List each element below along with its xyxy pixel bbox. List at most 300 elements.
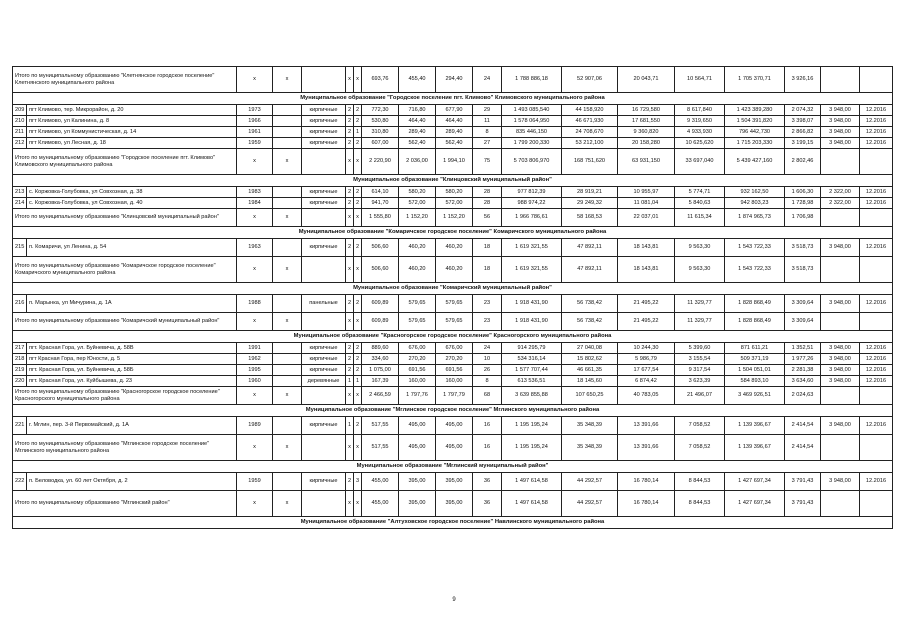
page-number: 9: [452, 597, 456, 603]
table-cell: 2: [346, 198, 354, 209]
table-cell: 3 948,00: [821, 295, 860, 313]
subtotal-label: Итого по муниципальному образованию "Красногорское городское поселение" Красногорского муниципального района: [13, 387, 237, 405]
table-cell: [273, 127, 302, 138]
table-cell: кирпичные: [302, 239, 346, 257]
table-cell: 3 155,54: [675, 354, 725, 365]
table-cell: 772,30: [362, 105, 399, 116]
table-cell: 3 948,00: [821, 376, 860, 387]
table-cell: 13 391,66: [618, 435, 675, 461]
table-cell: x: [354, 313, 362, 331]
table-cell: x: [346, 257, 354, 283]
table-cell: 20 158,280: [618, 138, 675, 149]
row-number: 220: [13, 376, 27, 387]
table-cell: [302, 313, 346, 331]
table-cell: 3 791,43: [785, 473, 821, 491]
table-cell: 3: [354, 473, 362, 491]
table-cell: [273, 138, 302, 149]
table-cell: x: [346, 313, 354, 331]
table-cell: 3 926,16: [785, 67, 821, 93]
table-cell: 2 466,59: [362, 387, 399, 405]
table-cell: x: [237, 209, 273, 227]
section-title: Муниципальное образование "Мглинский муниципальный район": [13, 461, 893, 473]
table-cell: 9 319,650: [675, 116, 725, 127]
address-cell: с. Коржовка-Голубовка, ул Совхозная, д. 40: [27, 198, 237, 209]
table-cell: x: [346, 67, 354, 93]
table-cell: кирпичные: [302, 138, 346, 149]
table-cell: x: [354, 435, 362, 461]
table-cell: 1 728,98: [785, 198, 821, 209]
table-cell: 11 329,77: [675, 313, 725, 331]
table-cell: 1: [354, 376, 362, 387]
table-cell: [273, 295, 302, 313]
table-cell: 562,40: [436, 138, 473, 149]
subtotal-row: [13, 209, 893, 227]
table-cell: 691,56: [436, 365, 473, 376]
table-cell: 395,00: [436, 473, 473, 491]
subtotal-row: [13, 387, 893, 405]
table-cell: 11 329,77: [675, 295, 725, 313]
table-cell: 44 158,920: [562, 105, 618, 116]
table-cell: [302, 257, 346, 283]
table-cell: 693,76: [362, 67, 399, 93]
table-cell: 7 058,52: [675, 435, 725, 461]
table-cell: 2: [346, 354, 354, 365]
table-cell: кирпичные: [302, 187, 346, 198]
row-number: 219: [13, 365, 27, 376]
table-cell: 1 619 321,55: [502, 239, 562, 257]
table-cell: 168 751,620: [562, 149, 618, 175]
table-cell: 572,00: [399, 198, 436, 209]
table-cell: 40 783,05: [618, 387, 675, 405]
table-cell: [821, 387, 860, 405]
table-cell: 580,20: [399, 187, 436, 198]
row-number: 216: [13, 295, 27, 313]
table-cell: 871 611,21: [725, 343, 785, 354]
table-cell: 23: [473, 313, 502, 331]
table-cell: 530,80: [362, 116, 399, 127]
table-cell: 7 058,52: [675, 417, 725, 435]
table-cell: 20 043,71: [618, 67, 675, 93]
row-number: 210: [13, 116, 27, 127]
table-cell: [860, 209, 893, 227]
table-cell: 11 081,04: [618, 198, 675, 209]
table-cell: 2 802,46: [785, 149, 821, 175]
table-cell: x: [354, 149, 362, 175]
table-cell: x: [237, 435, 273, 461]
table-cell: 1 966 786,61: [502, 209, 562, 227]
table-cell: 8 617,840: [675, 105, 725, 116]
table-cell: 10 244,30: [618, 343, 675, 354]
table-cell: 1 706,98: [785, 209, 821, 227]
table-cell: 3 634,60: [785, 376, 821, 387]
table-cell: 796 442,730: [725, 127, 785, 138]
table-cell: 47 892,11: [562, 257, 618, 283]
table-cell: 2 322,00: [821, 187, 860, 198]
table-cell: 1 427 697,34: [725, 491, 785, 517]
table-cell: [860, 67, 893, 93]
row-number: 214: [13, 198, 27, 209]
table-cell: 932 162,50: [725, 187, 785, 198]
subtotal-row: [13, 435, 893, 461]
table-cell: 29: [473, 105, 502, 116]
table-cell: 8: [473, 127, 502, 138]
table-cell: 35 348,39: [562, 435, 618, 461]
table-cell: [273, 417, 302, 435]
table-cell: 1966: [237, 116, 273, 127]
table-cell: 1 075,00: [362, 365, 399, 376]
table-cell: x: [273, 209, 302, 227]
table-cell: 1: [354, 127, 362, 138]
table-cell: 2: [354, 354, 362, 365]
table-cell: 1 555,80: [362, 209, 399, 227]
table-cell: 2: [354, 365, 362, 376]
section-header-row: [13, 283, 893, 295]
table-cell: 2: [354, 138, 362, 149]
table-cell: 310,80: [362, 127, 399, 138]
table-cell: 26: [473, 365, 502, 376]
table-cell: 1 427 697,34: [725, 473, 785, 491]
table-cell: 572,00: [436, 198, 473, 209]
table-cell: кирпичные: [302, 105, 346, 116]
table-cell: x: [237, 67, 273, 93]
table-cell: 21 495,22: [618, 295, 675, 313]
table-cell: 11: [473, 116, 502, 127]
table-cell: 12.2016: [860, 116, 893, 127]
table-cell: 2: [346, 295, 354, 313]
table-cell: 988 974,22: [502, 198, 562, 209]
table-cell: 46 661,35: [562, 365, 618, 376]
table-cell: 677,90: [436, 105, 473, 116]
table-cell: 1 152,20: [399, 209, 436, 227]
table-cell: 16 729,580: [618, 105, 675, 116]
table-cell: [273, 376, 302, 387]
table-cell: 460,20: [399, 257, 436, 283]
table-cell: 460,20: [399, 239, 436, 257]
address-cell: пгт Красная Гора, пер Юности, д. 5: [27, 354, 237, 365]
table-cell: x: [346, 491, 354, 517]
table-cell: 47 892,11: [562, 239, 618, 257]
table-cell: 1961: [237, 127, 273, 138]
table-cell: 2: [354, 105, 362, 116]
section-title: Муниципальное образование "Клинцовский муниципальный район": [13, 175, 893, 187]
row-number: 209: [13, 105, 27, 116]
table-row: [13, 295, 893, 313]
table-cell: 3 948,00: [821, 354, 860, 365]
table-cell: [273, 365, 302, 376]
table-cell: [821, 209, 860, 227]
table-cell: x: [237, 387, 273, 405]
table-cell: 579,65: [436, 295, 473, 313]
table-cell: [821, 67, 860, 93]
table-cell: кирпичные: [302, 198, 346, 209]
table-cell: 835 446,150: [502, 127, 562, 138]
table-cell: [302, 387, 346, 405]
table-cell: 464,40: [399, 116, 436, 127]
table-cell: 1 606,30: [785, 187, 821, 198]
address-cell: пгт. Красная Гора, ул. Куйбышева, д. 23: [27, 376, 237, 387]
table-cell: 56: [473, 209, 502, 227]
table-cell: 579,65: [399, 295, 436, 313]
table-cell: 1: [346, 417, 354, 435]
table-row: [13, 187, 893, 198]
table-cell: 579,65: [436, 313, 473, 331]
table-cell: 289,40: [436, 127, 473, 138]
address-cell: г. Мглин, пер. 3-й Первомайский, д. 1А: [27, 417, 237, 435]
table-cell: 270,20: [399, 354, 436, 365]
table-cell: 2: [354, 417, 362, 435]
address-cell: пгт. Красная Гора, ул. Буйневича, д. 58В: [27, 343, 237, 354]
table-row: [13, 473, 893, 491]
table-cell: 1984: [237, 198, 273, 209]
table-cell: x: [354, 387, 362, 405]
table-cell: 36: [473, 473, 502, 491]
table-cell: 11 615,34: [675, 209, 725, 227]
subtotal-label: Итого по муниципальному образованию "Комаричский муниципальный район": [13, 313, 237, 331]
table-row: [13, 127, 893, 138]
table-cell: [860, 313, 893, 331]
table-cell: кирпичные: [302, 365, 346, 376]
table-cell: [273, 354, 302, 365]
table-cell: 107 650,25: [562, 387, 618, 405]
subtotal-row: [13, 67, 893, 93]
table-cell: 676,00: [399, 343, 436, 354]
row-number: 221: [13, 417, 27, 435]
subtotal-row: [13, 257, 893, 283]
table-cell: 506,60: [362, 257, 399, 283]
table-cell: 1 797,79: [436, 387, 473, 405]
table-cell: 2 866,82: [785, 127, 821, 138]
table-cell: 1 799 200,330: [502, 138, 562, 149]
table-cell: 2: [346, 105, 354, 116]
table-cell: x: [346, 149, 354, 175]
table-cell: [821, 257, 860, 283]
table-cell: x: [273, 313, 302, 331]
table-cell: 46 671,930: [562, 116, 618, 127]
table-cell: 509 371,19: [725, 354, 785, 365]
table-cell: 395,00: [436, 491, 473, 517]
table-cell: 1 705 370,71: [725, 67, 785, 93]
table-cell: 2: [346, 365, 354, 376]
table-row: [13, 376, 893, 387]
table-cell: 18 143,81: [618, 239, 675, 257]
table-cell: 10 564,71: [675, 67, 725, 93]
table-cell: 2: [354, 239, 362, 257]
table-cell: [273, 116, 302, 127]
table-cell: [273, 473, 302, 491]
table-cell: 28: [473, 198, 502, 209]
table-cell: 1 152,20: [436, 209, 473, 227]
table-cell: 914 295,79: [502, 343, 562, 354]
table-cell: 58 168,53: [562, 209, 618, 227]
table-cell: 5 439 427,160: [725, 149, 785, 175]
table-cell: 2: [346, 127, 354, 138]
table-cell: 460,20: [436, 257, 473, 283]
table-cell: 167,39: [362, 376, 399, 387]
table-cell: [273, 105, 302, 116]
table-cell: 17 677,54: [618, 365, 675, 376]
table-cell: 1963: [237, 239, 273, 257]
table-cell: 18: [473, 239, 502, 257]
table-cell: 5 840,63: [675, 198, 725, 209]
table-cell: 1 828 868,49: [725, 313, 785, 331]
table-cell: 270,20: [436, 354, 473, 365]
table-cell: 1973: [237, 105, 273, 116]
table-cell: x: [273, 387, 302, 405]
table-cell: 1 139 396,67: [725, 417, 785, 435]
table-cell: 579,65: [399, 313, 436, 331]
table-cell: 2: [354, 116, 362, 127]
table-cell: [273, 343, 302, 354]
table-cell: 1 497 614,58: [502, 473, 562, 491]
table-cell: 33 697,040: [675, 149, 725, 175]
table-cell: x: [273, 67, 302, 93]
table-cell: 562,40: [399, 138, 436, 149]
table-cell: 8 844,53: [675, 491, 725, 517]
table-cell: 21 496,07: [675, 387, 725, 405]
subtotal-label: Итого по муниципальному образованию "Клетнянское городское поселение" Клетнянского муниципального района: [13, 67, 237, 93]
table-cell: 1 828 868,49: [725, 295, 785, 313]
table-cell: 1 543 722,33: [725, 257, 785, 283]
table-cell: 24: [473, 343, 502, 354]
table-cell: 24: [473, 67, 502, 93]
section-header-row: [13, 405, 893, 417]
table-cell: 609,89: [362, 295, 399, 313]
row-number: 217: [13, 343, 27, 354]
table-cell: [302, 209, 346, 227]
table-cell: 3 309,64: [785, 313, 821, 331]
table-cell: [302, 491, 346, 517]
table-cell: 2: [354, 343, 362, 354]
table-cell: 1 874 965,73: [725, 209, 785, 227]
table-cell: 12.2016: [860, 473, 893, 491]
table-cell: 16: [473, 435, 502, 461]
table-cell: [273, 239, 302, 257]
subtotal-row: [13, 491, 893, 517]
table-cell: [302, 67, 346, 93]
table-cell: кирпичные: [302, 343, 346, 354]
table-cell: 1 423 389,280: [725, 105, 785, 116]
table-cell: 2 036,00: [399, 149, 436, 175]
subtotal-row: [13, 149, 893, 175]
table-cell: 5 774,71: [675, 187, 725, 198]
subtotal-label: Итого по муниципальному образованию "Городское поселение пгт. Климово" Климовского муниципального района: [13, 149, 237, 175]
table-cell: x: [354, 209, 362, 227]
section-header-row: [13, 461, 893, 473]
table-cell: x: [354, 257, 362, 283]
table-cell: деревянные: [302, 376, 346, 387]
table-cell: 3 948,00: [821, 417, 860, 435]
table-cell: 506,60: [362, 239, 399, 257]
table-cell: 495,00: [436, 417, 473, 435]
table-cell: 16 780,14: [618, 491, 675, 517]
table-cell: 289,40: [399, 127, 436, 138]
table-cell: 3 639 855,88: [502, 387, 562, 405]
row-number: 215: [13, 239, 27, 257]
table-cell: 2 414,54: [785, 417, 821, 435]
table-cell: 580,20: [436, 187, 473, 198]
table-cell: 16: [473, 417, 502, 435]
table-cell: 36: [473, 491, 502, 517]
table-cell: 15 802,62: [562, 354, 618, 365]
section-title: Муниципальное образование "Мглинское городское поселение" Мглинского муниципального района: [13, 405, 893, 417]
section-title: Муниципальное образование "Комаричский муниципальный район": [13, 283, 893, 295]
subtotal-label: Итого по муниципальному образованию "Клинцовский муниципальный район": [13, 209, 237, 227]
section-header-row: [13, 331, 893, 343]
table-cell: 3 948,00: [821, 365, 860, 376]
table-cell: [821, 149, 860, 175]
table-cell: 2 414,54: [785, 435, 821, 461]
table-cell: 455,00: [362, 491, 399, 517]
table-cell: [302, 435, 346, 461]
address-cell: пгт. Красная Гора, ул. Буйневича, д. 58Б: [27, 365, 237, 376]
table-cell: 517,55: [362, 435, 399, 461]
section-header-row: [13, 175, 893, 187]
table-row: [13, 354, 893, 365]
table-cell: [860, 387, 893, 405]
section-title: Муниципальное образование "Красногорское городское поселение" Красногорского муниципального района: [13, 331, 893, 343]
table-cell: 1 797,76: [399, 387, 436, 405]
table-cell: 2 024,63: [785, 387, 821, 405]
address-cell: пгт Климово, ул Коммунистическая, д. 14: [27, 127, 237, 138]
table-row: [13, 138, 893, 149]
table-cell: 517,55: [362, 417, 399, 435]
address-cell: п. Марынка, ул Мичурина, д. 1А: [27, 295, 237, 313]
table-cell: 455,00: [362, 473, 399, 491]
table-row: [13, 417, 893, 435]
table-cell: x: [354, 67, 362, 93]
table-cell: 3 518,73: [785, 257, 821, 283]
section-header-row: [13, 227, 893, 239]
table-cell: x: [346, 209, 354, 227]
housing-registry-table: [12, 66, 893, 529]
table-cell: [860, 435, 893, 461]
table-cell: 56 738,42: [562, 313, 618, 331]
table-cell: 10 625,620: [675, 138, 725, 149]
table-cell: 691,56: [399, 365, 436, 376]
table-cell: 12.2016: [860, 354, 893, 365]
table-cell: 16 780,14: [618, 473, 675, 491]
table-cell: 21 495,22: [618, 313, 675, 331]
table-cell: [860, 491, 893, 517]
table-cell: 17 681,550: [618, 116, 675, 127]
table-cell: [821, 491, 860, 517]
address-cell: п. Беловодка, ул. 60 лет Октября, д. 2: [27, 473, 237, 491]
table-cell: 3 948,00: [821, 138, 860, 149]
table-cell: 3 948,00: [821, 343, 860, 354]
table-cell: 8 844,53: [675, 473, 725, 491]
section-header-row: [13, 93, 893, 105]
table-cell: 676,00: [436, 343, 473, 354]
table-cell: 1989: [237, 417, 273, 435]
section-header-row: [13, 517, 893, 529]
table-cell: 1 578 064,950: [502, 116, 562, 127]
table-cell: 3 199,15: [785, 138, 821, 149]
table-cell: 3 518,73: [785, 239, 821, 257]
table-cell: 18: [473, 257, 502, 283]
table-cell: 10 955,97: [618, 187, 675, 198]
subtotal-row: [13, 313, 893, 331]
table-cell: 28: [473, 187, 502, 198]
table-cell: 495,00: [399, 435, 436, 461]
subtotal-label: Итого по муниципальному образованию "Комаричское городское поселение" Комаричского муниципального района: [13, 257, 237, 283]
table-cell: 12.2016: [860, 417, 893, 435]
table-cell: x: [273, 491, 302, 517]
table-cell: 1991: [237, 343, 273, 354]
table-row: [13, 239, 893, 257]
table-cell: 12.2016: [860, 376, 893, 387]
table-cell: x: [273, 257, 302, 283]
table-cell: 1 493 085,540: [502, 105, 562, 116]
